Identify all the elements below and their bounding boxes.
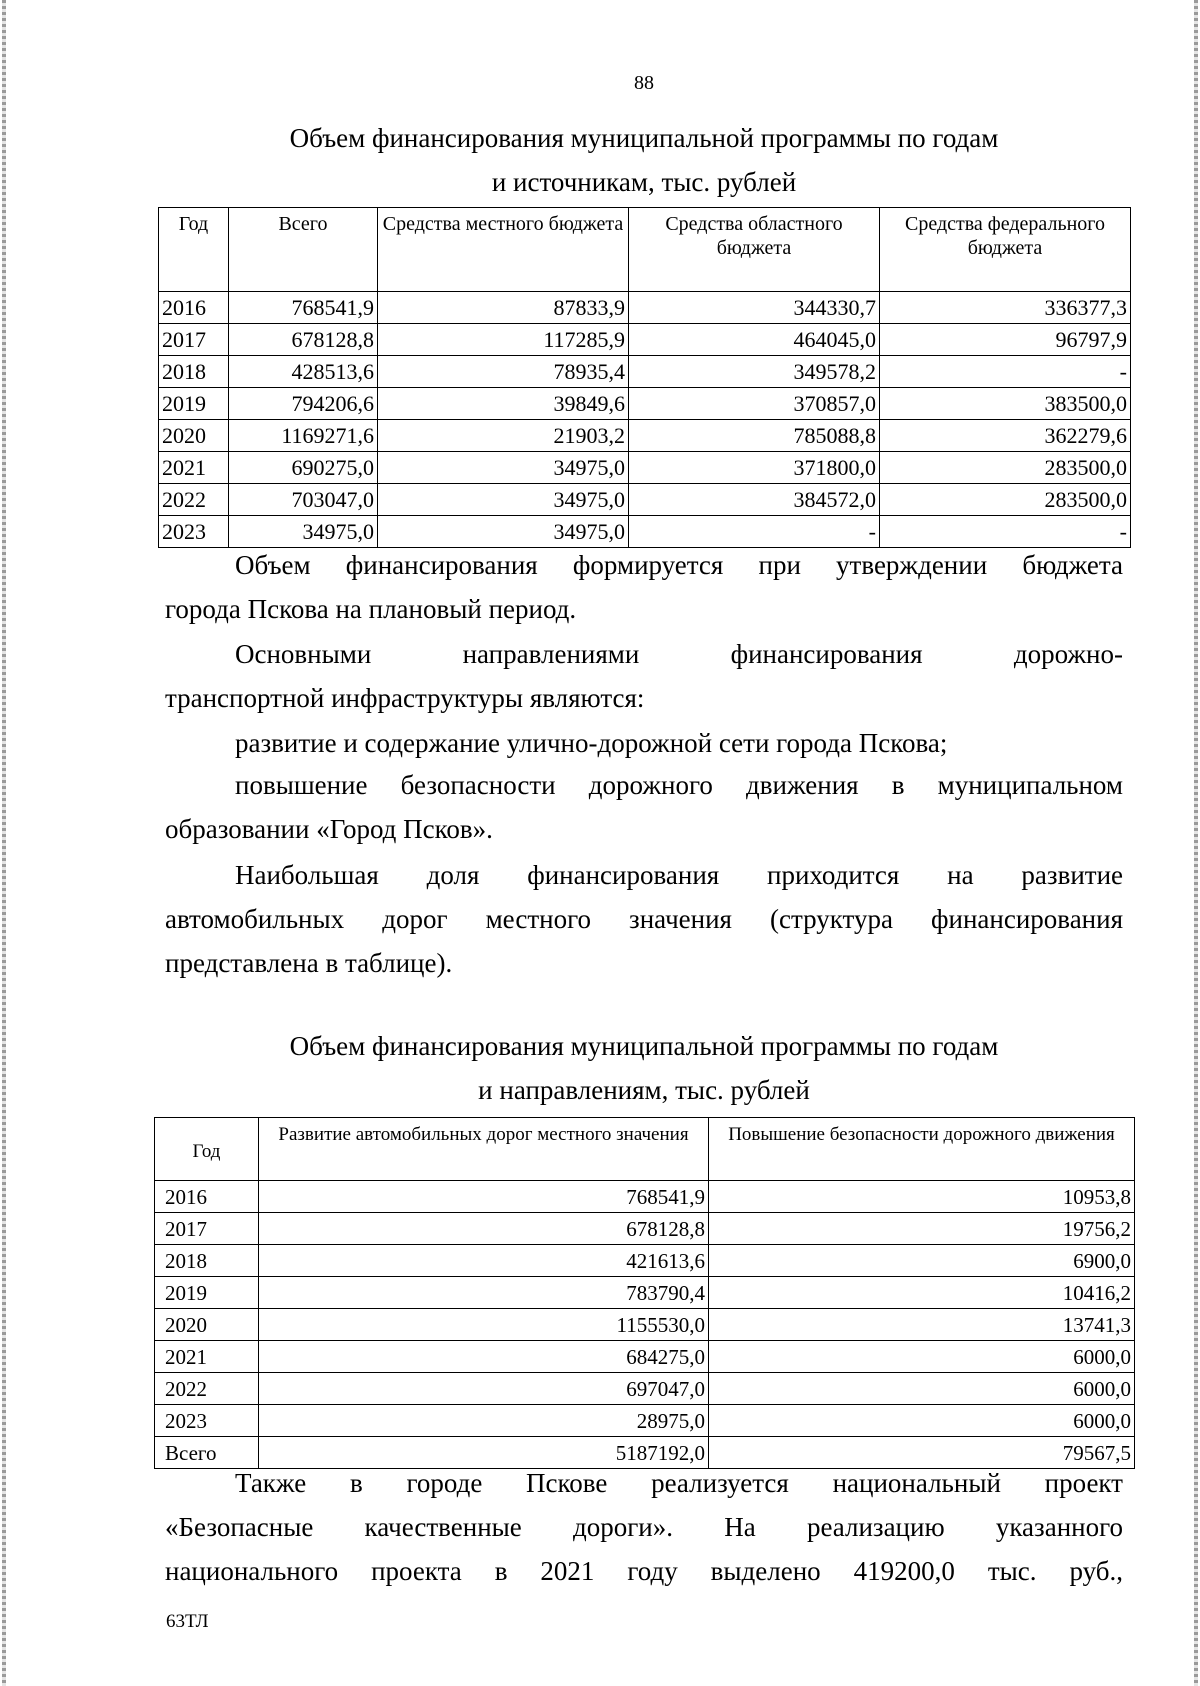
table1-year-cell: 2022 (159, 484, 229, 516)
table1-header-total: Всего (229, 208, 378, 292)
table2-road-safety-cell: 6900,0 (709, 1245, 1135, 1277)
table2-road-development-cell: 697047,0 (259, 1373, 709, 1405)
text-line: Также в городе Пскове реализуется национальный проект (235, 1468, 1123, 1498)
table1-total-cell: 768541,9 (229, 292, 378, 324)
table1-caption-line1: Объем финансирования муниципальной программы по годам (289, 123, 999, 153)
table1-total-cell: 428513,6 (229, 356, 378, 388)
table-row (159, 452, 1131, 484)
table1-total-cell: 703047,0 (229, 484, 378, 516)
table2-year-cell: 2021 (155, 1341, 259, 1373)
text-line: Объем финансирования формируется при утверждении бюджета (235, 550, 1123, 580)
table1-year-cell: 2019 (159, 388, 229, 420)
table-row (155, 1181, 1135, 1213)
table1-local-cell: 21903,2 (378, 420, 629, 452)
table1-federal-cell: 362279,6 (880, 420, 1131, 452)
paragraph-largest-share (165, 853, 1123, 985)
paragraph-main-directions (165, 632, 1123, 720)
table2-road-development-cell: 684275,0 (259, 1341, 709, 1373)
table1-federal-cell: - (880, 356, 1131, 388)
table1-regional-cell: 349578,2 (629, 356, 880, 388)
table-row (155, 1341, 1135, 1373)
table1-regional-cell: 371800,0 (629, 452, 880, 484)
table1-header-local-budget: Средства местного бюджета (378, 208, 629, 292)
table1-year-cell: 2018 (159, 356, 229, 388)
text-line: повышение безопасности дорожного движения в муниципальном (235, 770, 1123, 800)
document-code: 63ТЛ (166, 1611, 209, 1632)
table1-year-cell: 2017 (159, 324, 229, 356)
table2-road-safety-cell: 6000,0 (709, 1373, 1135, 1405)
table1-federal-cell: 96797,9 (880, 324, 1131, 356)
table2-road-development-cell: 28975,0 (259, 1405, 709, 1437)
table1-year-cell: 2020 (159, 420, 229, 452)
table2-road-development-cell: 1155530,0 (259, 1309, 709, 1341)
table2-header-row (155, 1118, 1135, 1181)
paragraph-direction-road-network (165, 721, 1123, 765)
table1-local-cell: 39849,6 (378, 388, 629, 420)
table2-year-cell: 2020 (155, 1309, 259, 1341)
funding-by-source-table (158, 207, 1131, 548)
table2-year-cell: 2019 (155, 1277, 259, 1309)
table2-road-safety-cell: 10416,2 (709, 1277, 1135, 1309)
table2-road-safety-total-cell: 79567,5 (709, 1437, 1135, 1469)
scan-edge-left (2, 0, 6, 1686)
paragraph-direction-road-safety (165, 763, 1123, 851)
table1-regional-cell: 384572,0 (629, 484, 880, 516)
table1-local-cell: 117285,9 (378, 324, 629, 356)
table2-caption (160, 1024, 1128, 1112)
page-number: 88 (634, 72, 654, 94)
table2-header-year: Год (155, 1118, 259, 1181)
table2-caption-line1: Объем финансирования муниципальной программы по годам (289, 1031, 999, 1061)
table1-header-regional-budget: Средства областного бюджета (629, 208, 880, 292)
table-row (155, 1245, 1135, 1277)
table1-total-cell: 690275,0 (229, 452, 378, 484)
table2-year-cell: 2018 (155, 1245, 259, 1277)
table-row (159, 420, 1131, 452)
paragraph-budget-formation (165, 543, 1123, 631)
table2-caption-line2: и направлениям, тыс. рублей (478, 1075, 810, 1105)
table1-header-federal-budget: Средства федерального бюджета (880, 208, 1131, 292)
table2-year-cell: 2022 (155, 1373, 259, 1405)
table1-federal-cell: 336377,3 (880, 292, 1131, 324)
table2-road-safety-cell: 6000,0 (709, 1341, 1135, 1373)
scan-edge-right (1194, 0, 1198, 1686)
table1-local-cell: 87833,9 (378, 292, 629, 324)
table1-federal-cell: - (880, 516, 1131, 548)
table-row (155, 1373, 1135, 1405)
table1-total-cell: 794206,6 (229, 388, 378, 420)
table1-local-cell: 34975,0 (378, 516, 629, 548)
text-line: представлена в таблице). (165, 948, 453, 978)
table1-federal-cell: 283500,0 (880, 484, 1131, 516)
table2-header-road-safety: Повышение безопасности дорожного движения (709, 1118, 1135, 1181)
table2-road-development-cell: 678128,8 (259, 1213, 709, 1245)
table1-federal-cell: 383500,0 (880, 388, 1131, 420)
table1-federal-cell: 283500,0 (880, 452, 1131, 484)
table1-local-cell: 34975,0 (378, 484, 629, 516)
table1-year-cell: 2016 (159, 292, 229, 324)
text-line: образовании «Город Псков». (165, 814, 493, 844)
text-line: Наибольшая доля финансирования приходится на развитие (235, 860, 1123, 890)
table-row (159, 388, 1131, 420)
table1-total-cell: 34975,0 (229, 516, 378, 548)
table1-year-cell: 2021 (159, 452, 229, 484)
table2-road-safety-cell: 19756,2 (709, 1213, 1135, 1245)
table-row (155, 1277, 1135, 1309)
table1-total-cell: 678128,8 (229, 324, 378, 356)
table2-road-safety-cell: 6000,0 (709, 1405, 1135, 1437)
table1-local-cell: 78935,4 (378, 356, 629, 388)
table1-caption (160, 116, 1128, 204)
text-line: «Безопасные качественные дороги». На реализацию указанного (165, 1512, 1123, 1542)
table2-road-development-total-cell: 5187192,0 (259, 1437, 709, 1469)
text-line: Основными направлениями финансирования дорожно- (235, 639, 1123, 669)
text-line: автомобильных дорог местного значения (структура финансирования (165, 904, 1123, 934)
text-line: национального проекта в 2021 году выделено 419200,0 тыс. руб., (165, 1556, 1123, 1586)
table-row (155, 1213, 1135, 1245)
paragraph-national-project (165, 1461, 1123, 1593)
table1-regional-cell: 370857,0 (629, 388, 880, 420)
funding-by-direction-table (154, 1117, 1135, 1469)
table-row (155, 1405, 1135, 1437)
table1-header-row (159, 208, 1131, 292)
table1-regional-cell: 785088,8 (629, 420, 880, 452)
text-line: города Пскова на плановый период. (165, 594, 577, 624)
table2-road-safety-cell: 13741,3 (709, 1309, 1135, 1341)
table1-header-year: Год (159, 208, 229, 292)
table1-year-cell: 2023 (159, 516, 229, 548)
table2-year-cell: 2023 (155, 1405, 259, 1437)
table-row (155, 1309, 1135, 1341)
table1-total-cell: 1169271,6 (229, 420, 378, 452)
table1-regional-cell: - (629, 516, 880, 548)
table2-road-development-cell: 768541,9 (259, 1181, 709, 1213)
table1-caption-line2: и источникам, тыс. рублей (491, 167, 797, 197)
table2-year-cell: 2017 (155, 1213, 259, 1245)
table2-road-safety-cell: 10953,8 (709, 1181, 1135, 1213)
table2-total-label-cell: Всего (155, 1437, 259, 1469)
table-row (159, 324, 1131, 356)
table-row (159, 356, 1131, 388)
table2-year-cell: 2016 (155, 1181, 259, 1213)
table2-road-development-cell: 783790,4 (259, 1277, 709, 1309)
table1-local-cell: 34975,0 (378, 452, 629, 484)
table1-regional-cell: 464045,0 (629, 324, 880, 356)
table-row (159, 484, 1131, 516)
table-row (159, 292, 1131, 324)
table2-header-road-development: Развитие автомобильных дорог местного значения (259, 1118, 709, 1181)
table2-road-development-cell: 421613,6 (259, 1245, 709, 1277)
text-line: развитие и содержание улично-дорожной сети города Пскова; (235, 728, 948, 758)
table1-regional-cell: 344330,7 (629, 292, 880, 324)
text-line: транспортной инфраструктуры являются: (165, 683, 645, 713)
